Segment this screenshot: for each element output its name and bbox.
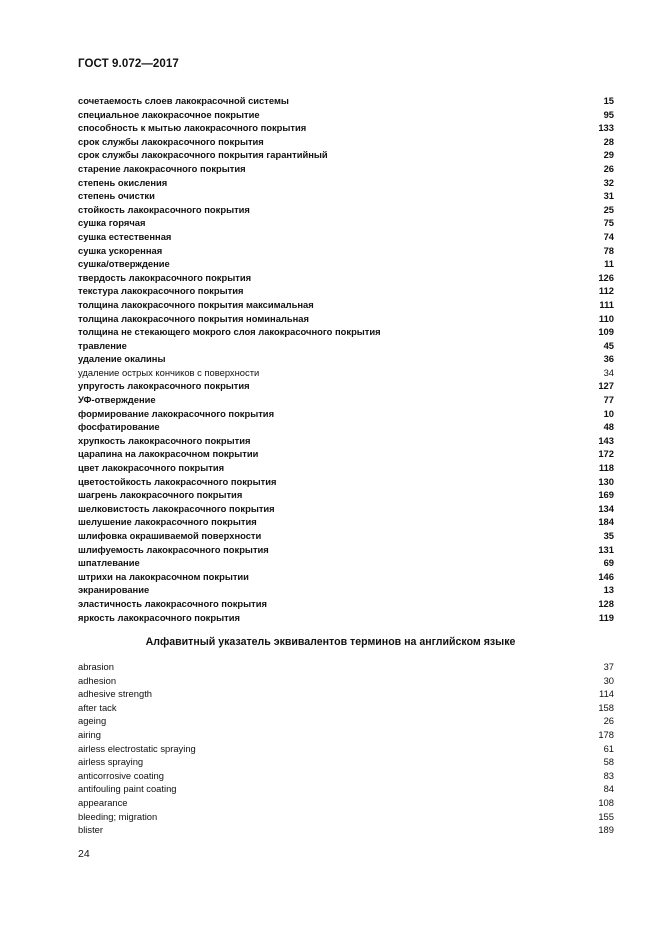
- index-page-ref: 155: [598, 810, 614, 822]
- index-entry: [78, 244, 614, 258]
- index-entry: [78, 796, 614, 810]
- index-entry: [78, 543, 614, 557]
- index-term: срок службы лакокрасочного покрытия гарантийный: [78, 149, 328, 161]
- index-entry: [78, 434, 614, 448]
- index-term: шагрень лакокрасочного покрытия: [78, 489, 243, 501]
- index-term: сочетаемость слоев лакокрасочной системы: [78, 95, 289, 106]
- index-entry: [78, 325, 614, 339]
- index-entry: [78, 701, 614, 715]
- index-page-ref: 36: [603, 353, 614, 365]
- index-entry: [78, 529, 614, 543]
- index-entry: [78, 570, 614, 584]
- index-page-ref: 10: [603, 407, 614, 419]
- index-term: царапина на лакокрасочном покрытии: [78, 448, 259, 460]
- index-entry: [78, 475, 614, 489]
- document-header: ГОСТ 9.072—2017: [78, 58, 179, 70]
- index-page-ref: 26: [603, 162, 614, 174]
- index-term: airless spraying: [78, 756, 144, 768]
- index-page-ref: 134: [598, 502, 614, 514]
- index-entry: [78, 203, 614, 217]
- index-term: степень очистки: [78, 190, 155, 202]
- index-entry: [78, 597, 614, 611]
- index-term: bleeding; migration: [78, 810, 158, 822]
- index-entry: [78, 556, 614, 570]
- index-entry: [78, 298, 614, 312]
- index-term: сушка естественная: [78, 230, 172, 242]
- index-page-ref: 114: [599, 688, 614, 700]
- index-term: сушка горячая: [78, 217, 146, 229]
- index-page-ref: 45: [603, 339, 614, 351]
- index-term: airless electrostatic spraying: [78, 742, 196, 754]
- index-page-ref: 32: [603, 176, 614, 188]
- index-page-ref: 158: [598, 701, 614, 713]
- index-page-ref: 35: [603, 530, 614, 541]
- index-term: способность к мытью лакокрасочного покрытия: [78, 122, 307, 134]
- index-entry: [78, 461, 614, 475]
- index-page-ref: 130: [598, 475, 614, 487]
- index-term: шпатлевание: [78, 557, 140, 569]
- index-entry: [78, 810, 614, 824]
- index-page-ref: 69: [603, 557, 614, 569]
- index-page-ref: 61: [603, 742, 614, 754]
- index-term: формирование лакокрасочного покрытия: [78, 407, 275, 419]
- index-entry: [78, 312, 614, 326]
- index-page-ref: 127: [598, 380, 614, 392]
- index-page-ref: 169: [598, 489, 614, 501]
- index-page-ref: 172: [598, 448, 614, 460]
- index-page-ref: 58: [603, 756, 614, 768]
- index-entry: [78, 714, 614, 728]
- index-page-ref: 37: [603, 661, 614, 672]
- index-entry: [78, 121, 614, 135]
- index-page-ref: 31: [603, 190, 614, 202]
- index-entry: [78, 769, 614, 783]
- index-page-ref: 11: [604, 258, 614, 270]
- index-page-ref: 109: [598, 326, 614, 338]
- index-page-ref: 126: [598, 271, 614, 283]
- index-entry: [78, 108, 614, 122]
- index-term: удаление острых кончиков с поверхности: [78, 366, 260, 378]
- index-entry: [78, 515, 614, 529]
- index-entry: [78, 162, 614, 176]
- index-term: appearance: [78, 796, 128, 808]
- index-term: ageing: [78, 715, 107, 727]
- index-page-ref: 28: [603, 135, 614, 147]
- index-page-ref: 108: [598, 796, 614, 808]
- index-term: хрупкость лакокрасочного покрытия: [78, 434, 251, 446]
- index-page-ref: 112: [598, 285, 614, 297]
- index-term: шлифуемость лакокрасочного покрытия: [78, 543, 269, 555]
- index-page-ref: 111: [599, 298, 614, 310]
- index-page-ref: 119: [598, 611, 614, 623]
- index-term: штрихи на лакокрасочном покрытии: [78, 570, 249, 582]
- index-term: старение лакокрасочного покрытия: [78, 162, 246, 174]
- index-term: текстура лакокрасочного покрытия: [78, 285, 244, 297]
- index-page-ref: 189: [598, 824, 614, 836]
- index-page-ref: 26: [603, 715, 614, 727]
- index-entry: [78, 447, 614, 461]
- index-entry: [78, 176, 614, 190]
- index-term: шлифовка окрашиваемой поверхности: [78, 530, 262, 541]
- index-term: толщина лакокрасочного покрытия максимальная: [78, 298, 314, 310]
- index-entry: [78, 742, 614, 756]
- index-page-ref: 178: [598, 728, 614, 740]
- index-page-ref: 95: [603, 108, 614, 120]
- index-page-ref: 78: [603, 244, 614, 256]
- index-term: сушка ускоренная: [78, 244, 163, 256]
- index-term: adhesion: [78, 674, 117, 686]
- index-page-ref: 77: [603, 394, 614, 406]
- index-page-ref: 133: [598, 122, 614, 134]
- index-term: толщина лакокрасочного покрытия номинальная: [78, 312, 309, 324]
- index-page-ref: 29: [603, 149, 614, 161]
- index-page-ref: 110: [598, 312, 614, 324]
- index-entry: [78, 189, 614, 203]
- index-entry: [78, 352, 614, 366]
- index-term: фосфатирование: [78, 421, 160, 433]
- index-term: цвет лакокрасочного покрытия: [78, 462, 225, 474]
- index-page-ref: 25: [603, 203, 614, 215]
- index-term: сушка/отверждение: [78, 258, 170, 270]
- index-term: толщина не стекающего мокрого слоя лакокрасочного покрытия: [78, 326, 381, 338]
- index-term: твердость лакокрасочного покрытия: [78, 271, 252, 283]
- index-term: abrasion: [78, 661, 114, 672]
- index-term: anticorrosive coating: [78, 769, 164, 781]
- index-entry: [78, 755, 614, 769]
- index-term: специальное лакокрасочное покрытие: [78, 108, 260, 120]
- index-entry: [78, 148, 614, 162]
- index-entry: [78, 674, 614, 688]
- index-page-ref: 131: [598, 543, 614, 555]
- index-term: antifouling paint coating: [78, 783, 177, 795]
- index-page-ref: 184: [598, 516, 614, 528]
- index-term: цветостойкость лакокрасочного покрытия: [78, 475, 277, 487]
- index-entry: [78, 271, 614, 285]
- index-page-ref: 13: [603, 584, 614, 596]
- index-page-ref: 75: [603, 217, 614, 229]
- index-entry: [78, 660, 614, 674]
- index-entry: [78, 407, 614, 421]
- index-term: adhesive strength: [78, 688, 153, 700]
- index-term: УФ-отверждение: [78, 394, 156, 406]
- index-page-ref: 34: [603, 366, 614, 378]
- index-term: airing: [78, 728, 101, 740]
- index-entry: [78, 379, 614, 393]
- index-entry: [78, 284, 614, 298]
- index-entry: [78, 257, 614, 271]
- index-entry: [78, 782, 614, 796]
- index-entry: [78, 823, 614, 837]
- index-entry: [78, 230, 614, 244]
- index-term: шелушение лакокрасочного покрытия: [78, 516, 257, 528]
- index-entry: [78, 339, 614, 353]
- russian-term-index: [78, 94, 614, 624]
- section-heading: Алфавитный указатель эквивалентов терминов на английском языке: [145, 636, 516, 648]
- index-page-ref: 146: [598, 570, 614, 582]
- index-page-ref: 84: [603, 783, 614, 795]
- index-entry: [78, 502, 614, 516]
- index-entry: [78, 420, 614, 434]
- index-term: экранирование: [78, 584, 150, 596]
- index-entry: [78, 728, 614, 742]
- index-page-ref: 143: [598, 434, 614, 446]
- index-page-ref: 15: [603, 95, 614, 106]
- index-entry: [78, 94, 614, 108]
- index-entry: [78, 583, 614, 597]
- index-term: степень окисления: [78, 176, 168, 188]
- index-page-ref: 128: [598, 597, 614, 609]
- index-page-ref: 83: [603, 769, 614, 781]
- index-term: стойкость лакокрасочного покрытия: [78, 203, 250, 215]
- index-term: яркость лакокрасочного покрытия: [78, 611, 240, 623]
- index-entry: [78, 488, 614, 502]
- index-term: травление: [78, 339, 127, 351]
- index-page-ref: 30: [603, 674, 614, 686]
- index-entry: [78, 687, 614, 701]
- index-term: срок службы лакокрасочного покрытия: [78, 135, 264, 147]
- index-term: упругость лакокрасочного покрытия: [78, 380, 250, 392]
- index-entry: [78, 366, 614, 380]
- index-page-ref: 48: [603, 421, 614, 433]
- index-term: blister: [78, 824, 104, 836]
- index-page-ref: 118: [598, 462, 614, 474]
- page-number: 24: [78, 848, 90, 860]
- index-entry: [78, 135, 614, 149]
- english-term-index: [78, 660, 614, 837]
- index-entry: [78, 393, 614, 407]
- index-term: after tack: [78, 701, 117, 713]
- index-term: удаление окалины: [78, 353, 166, 365]
- index-term: шелковистость лакокрасочного покрытия: [78, 502, 275, 514]
- index-term: эластичность лакокрасочного покрытия: [78, 597, 267, 609]
- index-entry: [78, 216, 614, 230]
- index-entry: [78, 611, 614, 625]
- index-page-ref: 74: [603, 230, 614, 242]
